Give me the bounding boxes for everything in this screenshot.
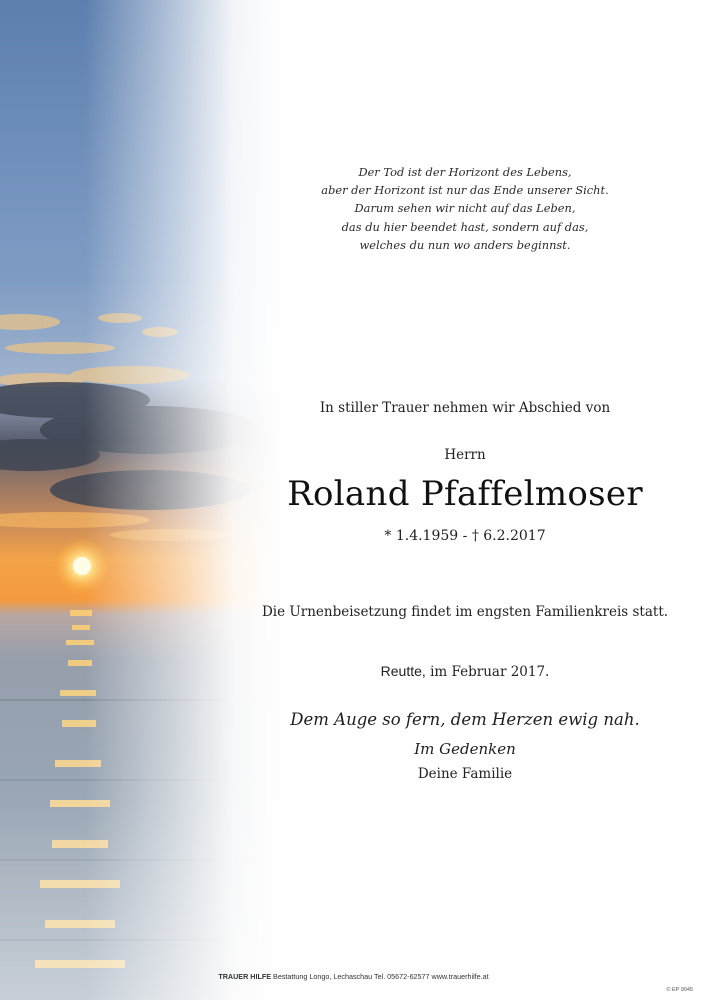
poem-line: welches du nun wo anders beginnst. bbox=[359, 237, 571, 252]
farewell-quote: Dem Auge so fern, dem Herzen ewig nah. bbox=[290, 710, 640, 729]
burial-notice: Die Urnenbeisetzung findet im engsten Familienkreis statt. bbox=[261, 604, 669, 620]
document-code: © EP 9045 bbox=[666, 987, 693, 993]
place-date bbox=[230, 663, 700, 680]
life-dates: * 1.4.1959 - † 6.2.2017 bbox=[384, 528, 546, 544]
intro-text: In stiller Trauer nehmen wir Abschied von bbox=[319, 400, 611, 416]
poem-line: Darum sehen wir nicht auf das Leben, bbox=[354, 201, 576, 216]
memory-line: Im Gedenken bbox=[414, 740, 516, 758]
poem-line: das du hier beendet hast, sondern auf das, bbox=[341, 219, 589, 234]
deceased-name: Roland Pfaffelmoser bbox=[287, 474, 643, 514]
place-month: im Februar 2017. bbox=[430, 664, 550, 680]
poem-line: aber der Horizont ist nur das Ende unserer Sicht. bbox=[321, 183, 609, 198]
footer bbox=[0, 972, 707, 981]
salutation: Herrn bbox=[444, 447, 486, 463]
obituary-text bbox=[230, 0, 700, 1000]
family-signature: Deine Familie bbox=[417, 766, 513, 782]
poem bbox=[230, 163, 700, 254]
footer-brand: TRAUER HILFE bbox=[218, 972, 272, 981]
poem-line: Der Tod ist der Horizont des Lebens, bbox=[358, 165, 572, 179]
place-city: Reutte, bbox=[380, 663, 426, 679]
footer-details: Bestattung Longo, Lechaschau Tel. 05672-62577 www.trauerhilfe.at bbox=[273, 972, 489, 981]
